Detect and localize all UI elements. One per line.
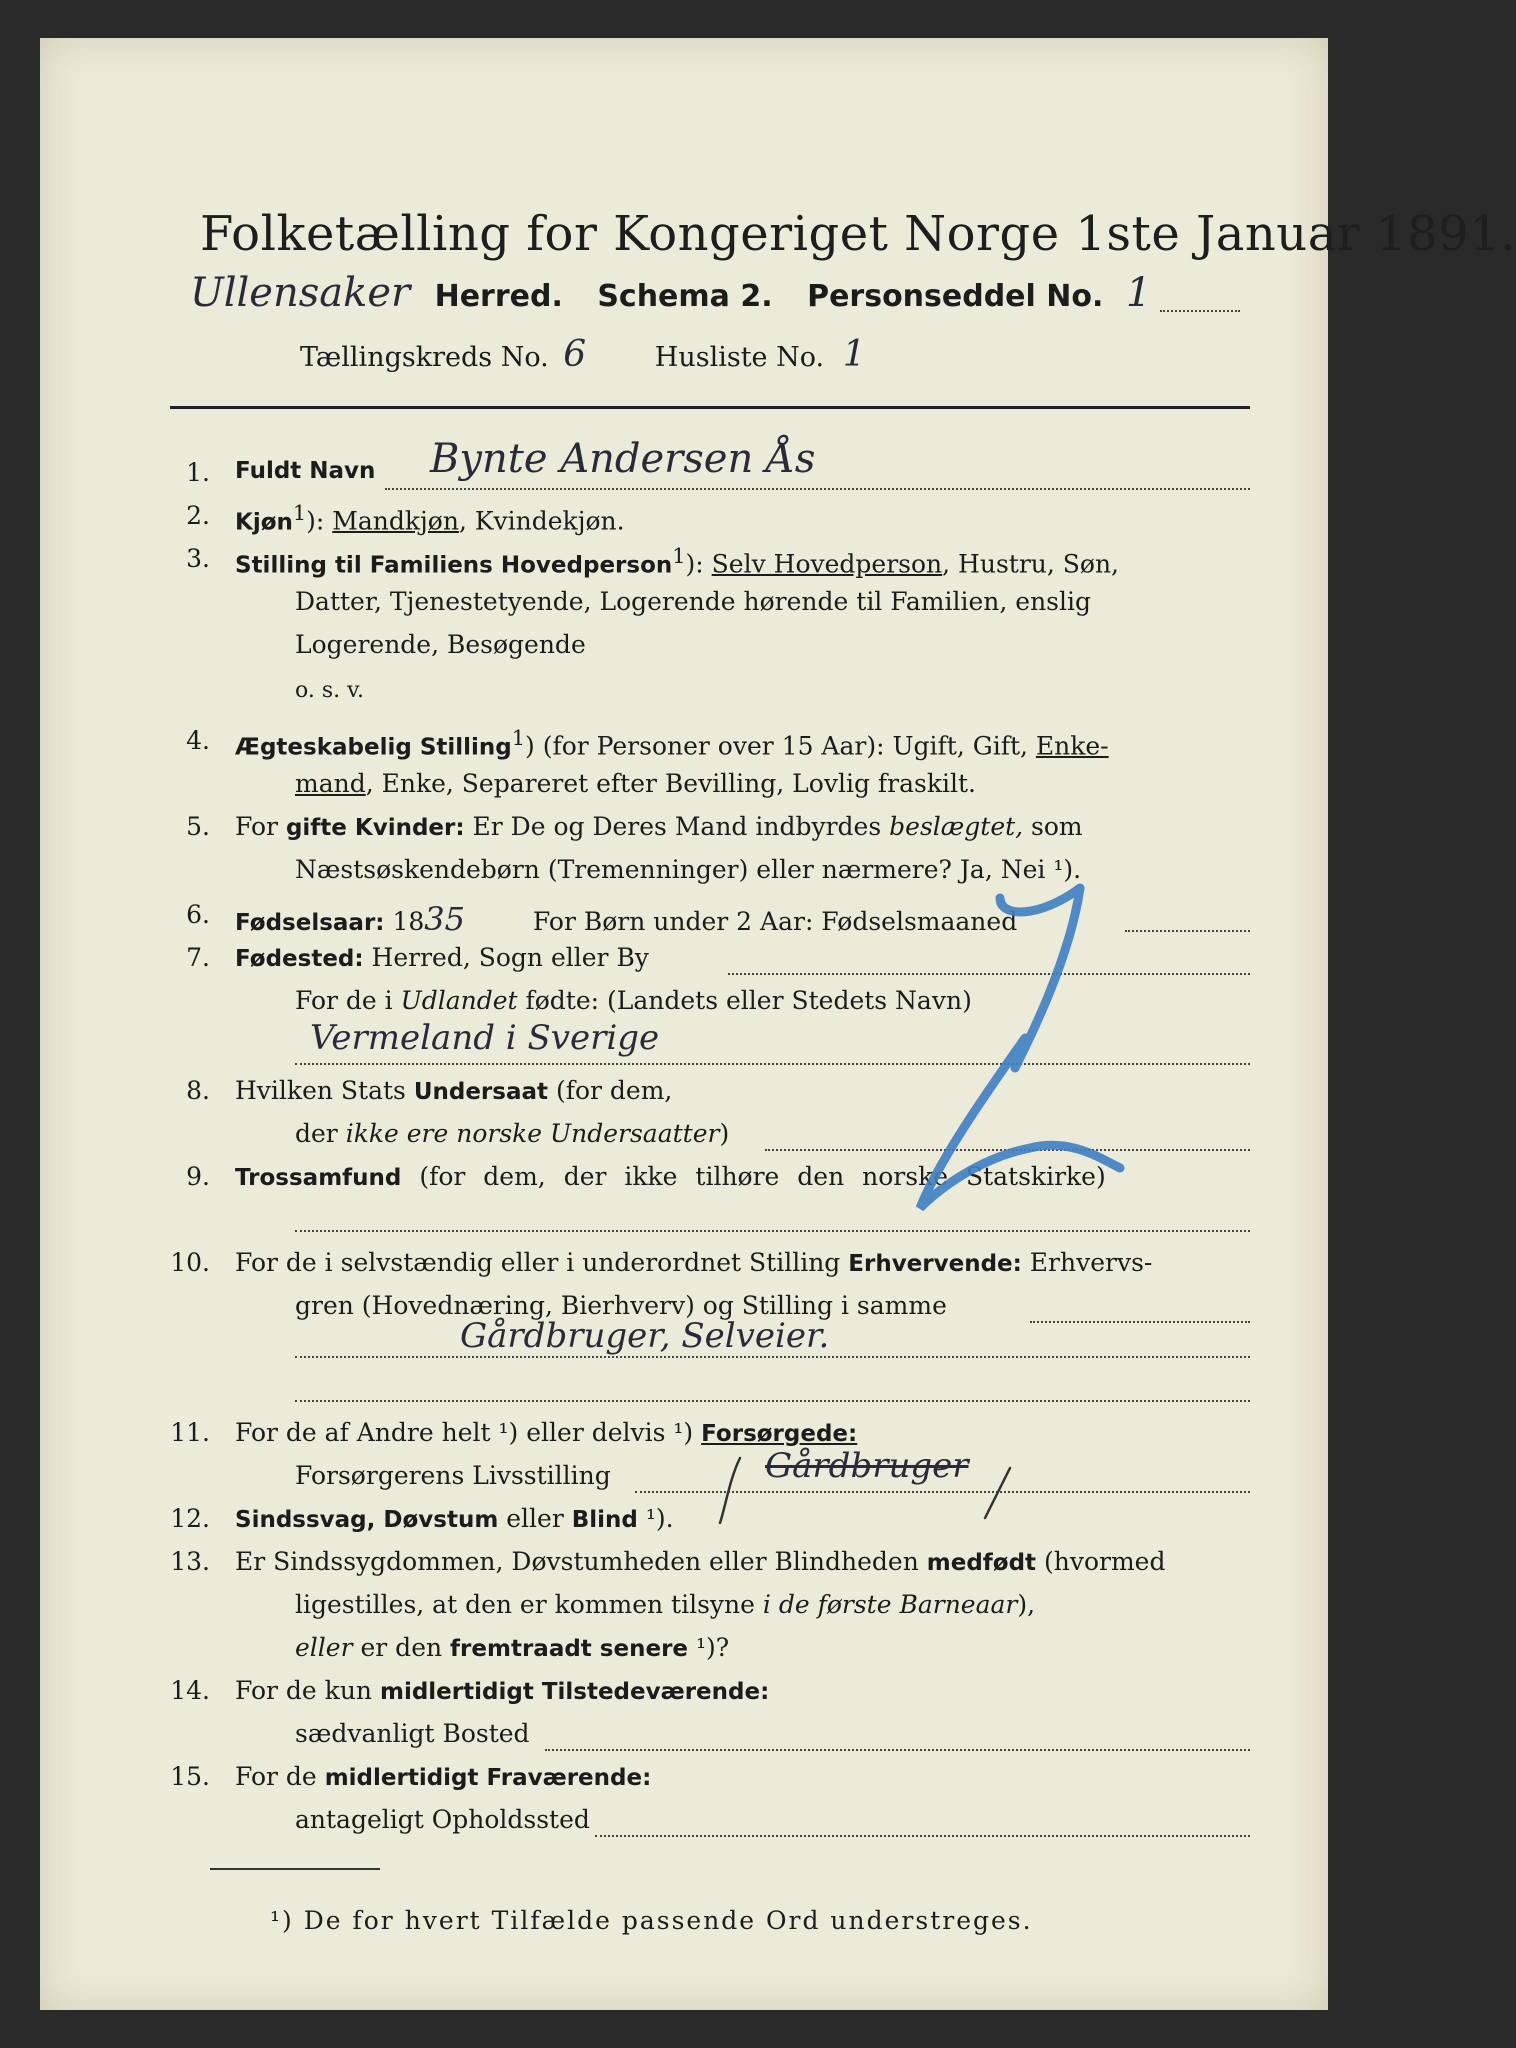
item-text: antageligt Opholdssted (295, 1805, 590, 1834)
footnote-mark: 1 (292, 501, 307, 525)
item-text: ikke ere norske Undersaatter (345, 1119, 720, 1148)
item-number: 12. (170, 1504, 210, 1533)
item-text: beslægtet, (889, 812, 1024, 841)
item-number: 9. (186, 1162, 210, 1191)
item-number: 15. (170, 1762, 210, 1791)
item-number: 6. (186, 900, 210, 929)
herred-label: Herred. (434, 279, 563, 314)
item-text: (for dem, (548, 1076, 673, 1105)
husliste-label: Husliste No. (654, 342, 825, 373)
census-form-sheet: Folketælling for Kongeriget Norge 1ste Januar 1891. Ullensaker Herred. Schema 2. Personseddel No. 1 Tællingskreds No. 6 Husliste No. 1 1. Fuldt Navn Bynte Andersen Ås 2. Kjøn$^1$): Mandkjøn, Kvindekjøn. 3. Stilling til Familiens Hovedperson$^1$): Selv Hovedperson, Hustru, Søn, Datter, Tjenestetyende, Logerende hørende til Familien, enslig Logerende, Besøgende o. s. v. 4. Ægteskabelig Stilling$^1$) (for Personer over 15 Aar): Ugift, Gift, Enke- mand, Enke, Separeret efter Bevilling, Lovlig fraskilt. 5. For gifte Kvinder: Er De og Deres Mand indbyrdes beslægtet, som Næstsøskendebørn (Tremenninger) eller nærmere? Ja, Nei ¹). 6. Fødselsaar: 1835 For Børn under 2 Aar: Fødselsmaaned 7. Fødested: Herred, Sogn eller By For de i Udlandet fødte: (Landets eller Stedets Navn) Vermeland i Sverige 8. Hvilken Stats Undersaat (for dem, der ikke ere norske Undersaatter) 9. Trossamfund (for dem, der ikke tilhøre den norske Statskirke) 10. For de i selvstændig eller i underordnet Stilling Erhvervende: Erhvervs- gren (Hovednæring, Bierhverv) og Stilling i samme Gårdbruger, Selveier. 11. For de af Andre helt ¹) eller delvis ¹) Forsørgede: Forsørgerens Livsstilling Gårdbruger 12. Sindssvag, Døvstum eller Blind ¹). 13. Er Sindssygdommen, Døvstumheden eller Blindheden medfødt (hvormed ligestilles, at den er kommen tilsyne i de første Barneaar), eller er den fremtraadt senere ¹)? 14. For de kun midlertidigt Tilstedeværende: sædvanligt Bosted 15. For de midlertidigt Fraværende: antageligt Opholdssted ¹) De for hvert Tilfælde passende Ord understreges. (40, 38, 1328, 2010)
item-text: Næstsøskendebørn (Tremenninger) eller nærmere? Ja, Nei ¹). (295, 855, 1082, 884)
item-text: ) (719, 1119, 730, 1148)
item-number: 14. (170, 1676, 210, 1705)
item-number: 3. (186, 544, 210, 573)
footnote: ¹) De for hvert Tilfælde passende Ord understreges. (270, 1906, 1033, 1935)
item-label: Sindssvag, Døvstum (235, 1507, 499, 1533)
blue-pencil-mark (40, 38, 1516, 2010)
personseddel-value: 1 (1125, 270, 1152, 316)
item-text: Udlandet (400, 986, 518, 1015)
item-number: 7. (186, 943, 210, 972)
item-text: der (295, 1119, 346, 1148)
item-text: For de i (295, 986, 401, 1015)
item-text: (hvormed (1036, 1547, 1166, 1576)
item-label: Fuldt Navn (235, 458, 376, 484)
item-number: 5. (186, 812, 210, 841)
item-label: medfødt (926, 1550, 1037, 1576)
item-number: 4. (186, 726, 210, 755)
kreds-value: 6 (563, 334, 587, 375)
item-text: Logerende, Besøgende (295, 630, 586, 659)
item-number: 1. (186, 458, 210, 487)
item-text: ), (1017, 1590, 1036, 1619)
item-text: Herred, Sogn eller By (363, 943, 649, 972)
item-text: For de (235, 1762, 325, 1791)
birthplace-answer: Vermeland i Sverige (310, 1018, 660, 1058)
item-label: Undersaat (413, 1079, 548, 1105)
item-text: ¹). (637, 1504, 674, 1533)
item-label: fremtraadt senere (450, 1636, 689, 1662)
item-label: Trossamfund (235, 1165, 402, 1191)
item-text: , Kvindekjøn. (458, 506, 625, 536)
item-text: Hvilken Stats (235, 1076, 414, 1105)
item-text: , Enke, Separeret efter Bevilling, Lovlig fraskilt. (365, 769, 976, 798)
underlined-option: mand (295, 769, 366, 798)
item-text: Datter, Tjenestetyende, Logerende hørende til Familien, enslig (295, 587, 1092, 616)
herred-value: Ullensaker (190, 270, 411, 316)
item-number: 2. (186, 501, 210, 530)
item-text: For de i selvstændig eller i underordnet Stilling (235, 1248, 849, 1277)
item-text: For (235, 812, 286, 841)
item-text: , Hustru, Søn, (942, 549, 1119, 579)
item-text: 18 (384, 907, 425, 936)
item-label: Ægteskabelig Stilling (235, 734, 512, 761)
footnote-mark: 1 (672, 544, 686, 568)
underlined-option: Mandkjøn (332, 506, 459, 536)
full-name-answer: Bynte Andersen Ås (430, 436, 816, 482)
footnote-mark: 1 (511, 726, 526, 750)
item-text: eller (295, 1633, 353, 1662)
item-number: 8. (186, 1076, 210, 1105)
provider-occupation-answer: Gårdbruger (765, 1446, 969, 1486)
form-title: Folketælling for Kongeriget Norge 1ste Januar 1891. (200, 206, 1516, 262)
item-label: Fødselsaar: (235, 910, 385, 936)
item-number: 13. (170, 1547, 210, 1576)
item-text: eller (498, 1504, 572, 1533)
item-text: som (1023, 812, 1083, 841)
item-text: Er De og Deres Mand indbyrdes (464, 812, 890, 841)
item-number: 10. (170, 1248, 210, 1277)
item-text: i de første Barneaar (762, 1590, 1018, 1619)
schema-label: Schema 2. (597, 279, 773, 314)
item-label: Erhvervende: (848, 1251, 1022, 1277)
item-text: ) (for Personer over 15 Aar): Ugift, Gift, (525, 731, 1036, 761)
birth-year-answer: 35 (424, 900, 465, 938)
item-text: ligestilles, at den er kommen tilsyne (295, 1590, 763, 1619)
underlined-option: Selv Hovedperson (711, 549, 943, 579)
husliste-value: 1 (842, 334, 866, 375)
item-text: gren (Hovednæring, Bierhverv) og Stilling i samme (295, 1291, 947, 1320)
item-text: fødte: (Landets eller Stedets Navn) (517, 986, 972, 1015)
occupation-answer: Gårdbruger, Selveier. (460, 1316, 830, 1356)
item-text: For de kun (235, 1676, 380, 1705)
item-text: Forsørgerens Livsstilling (295, 1461, 611, 1490)
item-label: midlertidigt Tilstedeværende: (379, 1679, 770, 1705)
item-text: er den (352, 1633, 451, 1662)
item-label: Forsørgede: (701, 1421, 858, 1447)
item-text: For Børn under 2 Aar: Fødselsmaaned (524, 907, 1018, 936)
item-label: Blind (571, 1507, 638, 1533)
underlined-option: Enke- (1035, 731, 1109, 761)
item-number: 11. (170, 1418, 210, 1447)
item-text: ¹)? (688, 1633, 730, 1662)
item-text: For de af Andre helt ¹) eller delvis ¹) (235, 1418, 702, 1447)
item-label: gifte Kvinder: (285, 815, 465, 841)
item-text: Erhvervs- (1021, 1248, 1153, 1277)
item-text: sædvanligt Bosted (295, 1719, 530, 1748)
item-label: midlertidigt Fraværende: (324, 1765, 652, 1791)
item-text: (for dem, der ikke tilhøre den norske Statskirke) (401, 1162, 1106, 1191)
item-text: o. s. v. (295, 678, 364, 703)
item-text: Er Sindssygdommen, Døvstumheden eller Blindheden (235, 1547, 927, 1576)
personseddel-label: Personseddel No. (807, 279, 1104, 314)
item-label: Stilling til Familiens Hovedperson (235, 552, 673, 579)
kreds-label: Tællingskreds No. (300, 342, 549, 373)
item-label: Kjøn (235, 509, 293, 536)
item-label: Fødested: (235, 946, 364, 972)
